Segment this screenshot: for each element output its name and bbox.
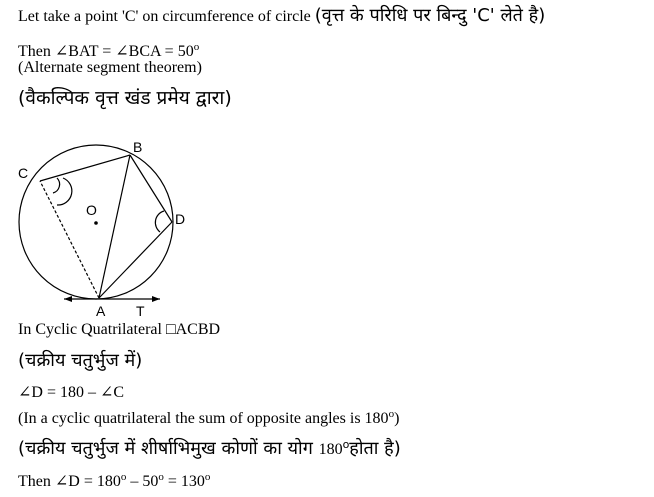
- line-4-text: (वैकल्पिक वृत्त खंड प्रमेय द्वारा): [18, 87, 232, 109]
- line-10-mid: – 50: [126, 473, 159, 490]
- label-a: A: [96, 303, 106, 319]
- degree-sign: o: [158, 471, 164, 483]
- line-6-text: (चक्रीय चतुर्भुज में): [18, 350, 143, 371]
- chord-ab: [99, 155, 130, 298]
- line-9: [18, 435, 401, 460]
- degree-sign: o: [204, 471, 211, 483]
- degree-sign: o: [342, 438, 350, 451]
- line-2-text: Then ∠BAT = ∠BCA = 50: [18, 43, 194, 60]
- line-5-text: In Cyclic Quatrilateral □ACBD: [18, 321, 221, 338]
- line-9-number: 180: [318, 441, 343, 458]
- line-9-text-a: (चक्रीय चतुर्भुज में शीर्षाभिमुख कोणों का योग: [18, 438, 319, 459]
- line-6: [18, 351, 142, 371]
- center-dot: [94, 221, 98, 225]
- label-t: T: [136, 303, 145, 319]
- line-10: [18, 467, 210, 492]
- degree-sign: o: [120, 471, 127, 483]
- line-8: [18, 404, 399, 429]
- line-9-text-b: होता है): [349, 438, 401, 459]
- angle-arc-d: [155, 211, 164, 232]
- tangent-arrow-left: [64, 296, 72, 302]
- label-o: O: [86, 202, 97, 218]
- label-b: B: [133, 139, 143, 155]
- label-d: D: [175, 211, 186, 227]
- line-1-english: Let take a point 'C' on circumference of circle: [18, 8, 311, 25]
- line-8-text: (In a cyclic quatrilateral the sum of opposite angles is 180: [18, 410, 389, 427]
- label-c: C: [18, 165, 29, 181]
- angle-arc-c-inner: [53, 178, 60, 193]
- line-8-close: ): [394, 410, 400, 427]
- chord-cb: [40, 155, 130, 181]
- line-1-hindi: (वृत्त के परिधि पर बिन्दु 'C' लेते है): [314, 5, 546, 26]
- line-5: [18, 320, 220, 340]
- line-10-end: = 130: [163, 473, 205, 490]
- line-10-text: Then ∠D = 180: [18, 473, 121, 490]
- line-3-text: (Alternate segment theorem): [18, 59, 202, 76]
- line-7: [18, 383, 124, 403]
- tangent-arrow-right: [152, 296, 160, 302]
- degree-sign: o: [193, 41, 200, 53]
- line-7-text: ∠D = 180 – ∠C: [18, 384, 125, 401]
- chord-ad: [99, 222, 172, 298]
- degree-sign: o: [388, 408, 395, 420]
